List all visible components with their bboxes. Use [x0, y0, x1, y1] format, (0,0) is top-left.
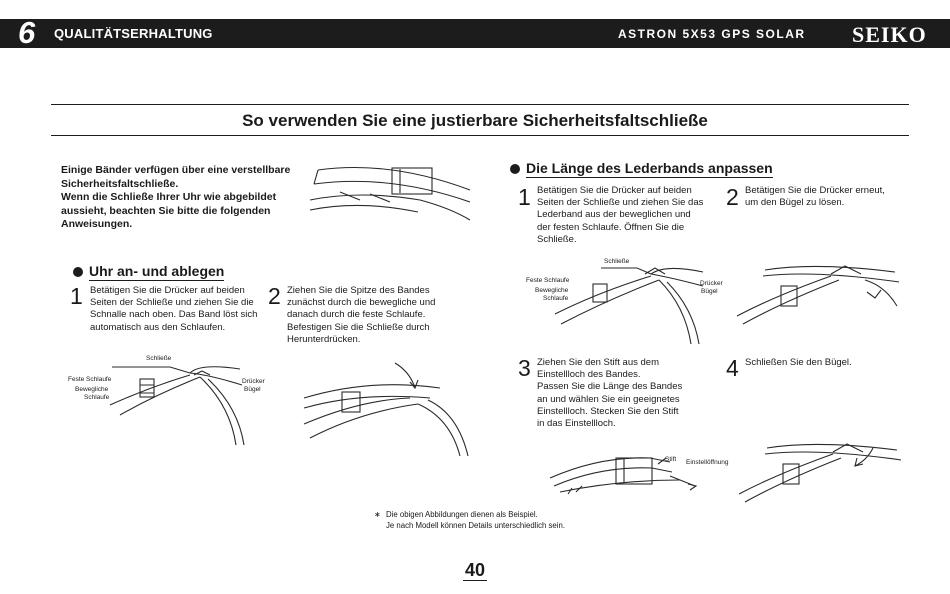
- model-name: ASTRON 5X53 GPS SOLAR: [618, 27, 806, 41]
- step-line: Betätigen Sie die Drücker auf beiden: [537, 185, 692, 196]
- step-line: Schließe.: [537, 233, 577, 245]
- label-movable-loop: Schlaufe: [543, 295, 569, 302]
- bullet-dot: [510, 164, 520, 174]
- label-bar: Bügel: [244, 386, 261, 393]
- step-line: Seiten der Schließe und ziehen Sie die: [90, 297, 254, 309]
- step-line: zunächst durch die bewegliche und: [287, 297, 436, 309]
- step-line: Betätigen Sie die Drücker auf beiden: [90, 285, 245, 296]
- step-line: Einstellloch des Bandes.: [537, 369, 641, 381]
- step-line: der festen Schlaufe. Öffnen Sie die: [537, 221, 685, 233]
- label-fixed-loop: Feste Schlaufe: [68, 376, 112, 383]
- label-movable-loop: Schlaufe: [84, 394, 110, 401]
- step-line: danach durch die feste Schlaufe.: [287, 309, 426, 321]
- label-clasp: Schließe: [604, 258, 630, 265]
- footnote: [374, 510, 565, 531]
- step-line: automatisch aus den Schlaufen.: [90, 321, 226, 333]
- heading-label: Uhr an- und ablegen: [89, 263, 225, 279]
- heading-label: Die Länge des Lederbands anpassen: [526, 160, 773, 176]
- step-number: 4: [726, 355, 739, 381]
- step-text: [537, 185, 703, 246]
- clasp-closed-illustration: [300, 160, 480, 230]
- footnote-line: Die obigen Abbildungen dienen als Beispiel.: [386, 510, 538, 519]
- intro-line: Sicherheitsfaltschließe.: [61, 177, 179, 190]
- step-line: Schnalle nach oben. Das Band löst sich: [90, 309, 258, 321]
- step-line: Herunterdrücken.: [287, 333, 361, 345]
- page-title: So verwenden Sie eine justierbare Sicherheitsfaltschließe: [242, 111, 708, 130]
- intro-text: [61, 164, 290, 232]
- step-line: Passen Sie die Länge des Bandes: [537, 381, 683, 393]
- leather-bar-release-illustration: [735, 262, 905, 332]
- intro-line: Einige Bänder verfügen über eine verstellbare: [61, 164, 291, 176]
- step-text: [537, 357, 682, 430]
- step-text: [90, 285, 257, 334]
- bullet-dot: [73, 267, 83, 277]
- leather-pin-illustration: [540, 450, 730, 510]
- page-number: [0, 560, 950, 581]
- section-number: 6: [18, 15, 36, 50]
- label-movable-loop: Bewegliche: [535, 287, 569, 294]
- label-hole: Einstellöffnung: [686, 459, 729, 466]
- header-bar: [0, 15, 950, 50]
- step-line: in das Einstellloch.: [537, 418, 616, 430]
- label-movable-loop: Bewegliche: [75, 386, 109, 393]
- step-number: 3: [518, 355, 531, 381]
- leather-open-illustration: [555, 258, 705, 348]
- step-line: Befestigen Sie die Schließe durch: [287, 321, 430, 333]
- step-text: [745, 357, 852, 369]
- wear-close-illustration: [300, 358, 470, 458]
- label-bar: Bügel: [701, 288, 718, 295]
- intro-line: aussieht, beachten Sie bitte die folgenden: [61, 204, 271, 217]
- step-line: an und wählen Sie ein geeignetes: [537, 393, 680, 405]
- intro-line: Wenn die Schließe Ihrer Uhr wie abgebildet: [61, 191, 277, 203]
- section-title: QUALITÄTSERHALTUNG: [54, 26, 213, 41]
- step-number: 2: [726, 184, 739, 210]
- label-pin: Stift: [665, 456, 677, 463]
- section-heading-leather: [510, 160, 773, 178]
- label-fixed-loop: Feste Schlaufe: [526, 277, 570, 284]
- step-line: Schließen Sie den Bügel.: [745, 357, 852, 368]
- footnote-line: Je nach Modell können Details unterschiedlich sein.: [386, 520, 565, 530]
- footnote-mark: ∗: [374, 510, 381, 519]
- step-line: Lederband aus der beweglichen und: [537, 209, 691, 221]
- wear-open-illustration: [110, 355, 260, 445]
- step-line: Ziehen Sie den Stift aus dem: [537, 357, 659, 368]
- step-number: 2: [268, 283, 281, 309]
- label-clasp: Schließe: [146, 355, 172, 362]
- step-number: 1: [518, 184, 531, 210]
- step-line: um den Bügel zu lösen.: [745, 197, 845, 209]
- brand-logo: SEIKO: [852, 22, 927, 47]
- page-number-text: 40: [464, 560, 486, 580]
- step-line: Einstellloch. Stecken Sie den Stift: [537, 405, 679, 417]
- step-line: Ziehen Sie die Spitze des Bandes: [287, 285, 430, 296]
- leather-bar-close-illustration: [737, 440, 907, 510]
- step-text: [745, 185, 885, 209]
- label-pusher: Drücker: [242, 378, 265, 385]
- intro-line: Anweisungen.: [61, 218, 133, 230]
- step-line: Betätigen Sie die Drücker erneut,: [745, 185, 885, 196]
- step-line: Seiten der Schließe und ziehen Sie das: [537, 197, 704, 209]
- section-heading-wear: [73, 263, 224, 281]
- title-rule-bottom: [51, 135, 909, 136]
- title-rule-top: [51, 104, 909, 105]
- label-pusher: Drücker: [700, 280, 723, 287]
- step-number: 1: [70, 283, 83, 309]
- step-text: [287, 285, 435, 346]
